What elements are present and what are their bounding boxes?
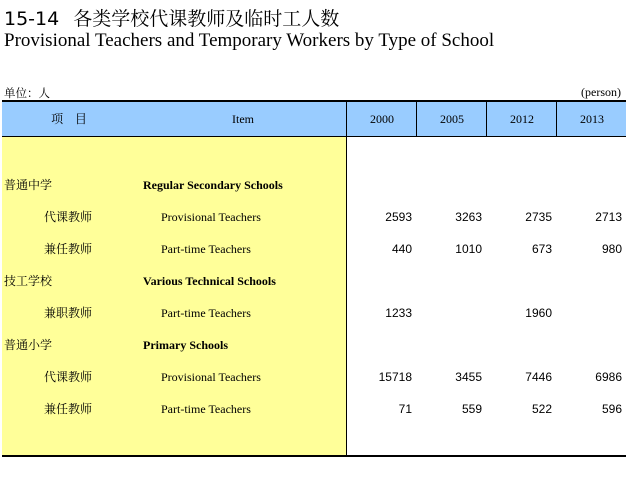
table-title-cn-text: 各类学校代课教师及临时工人数	[73, 8, 340, 30]
unit-label-cn: 单位：人	[4, 86, 50, 100]
header-year-2012: 2012	[486, 102, 557, 136]
row-label-cn: 代课教师	[44, 370, 93, 384]
row-label-en: Part-time Teachers	[161, 306, 251, 320]
row-label-cn: 普通小学	[4, 338, 53, 352]
value-cell-2013: 6986	[595, 370, 622, 384]
table-row	[0, 201, 627, 233]
value-cell-2005: 3263	[455, 210, 482, 224]
row-label-cn: 代课教师	[44, 210, 93, 224]
value-cell-2012: 522	[531, 402, 552, 416]
row-label-en: Various Technical Schools	[143, 274, 276, 288]
unit-label-en: (person)	[581, 85, 621, 99]
row-label-cn: 技工学校	[4, 274, 53, 288]
table-number: 15-14	[4, 8, 60, 30]
table-title-en: Provisional Teachers and Temporary Workers by Type of School	[4, 30, 495, 51]
header-year-2000: 2000	[346, 102, 417, 136]
value-cell-2005: 559	[461, 402, 482, 416]
value-cell-2013: 2713	[595, 210, 622, 224]
value-cell-2013: 596	[601, 402, 622, 416]
value-cell-2012: 7446	[525, 370, 552, 384]
row-label-cn: 普通中学	[4, 178, 53, 192]
row-label-cn: 兼职教师	[44, 306, 93, 320]
value-cell-2000: 440	[391, 242, 412, 256]
table-row	[0, 361, 627, 393]
header-item-en: Item	[232, 112, 254, 126]
row-label-en: Provisional Teachers	[161, 370, 261, 384]
value-cell-2012: 673	[531, 242, 552, 256]
value-cell-2000: 2593	[385, 210, 412, 224]
table-title-cn	[4, 4, 339, 31]
value-cell-2000: 15718	[378, 370, 412, 384]
header-year-2005: 2005	[416, 102, 487, 136]
row-label-en: Primary Schools	[143, 338, 228, 352]
value-cell-2005: 1010	[455, 242, 482, 256]
value-cell-2013: 980	[601, 242, 622, 256]
table-row	[0, 297, 627, 329]
row-label-en: Provisional Teachers	[161, 210, 261, 224]
category-row	[0, 169, 627, 201]
row-label-en: Part-time Teachers	[161, 242, 251, 256]
table-bottom-rule	[2, 455, 626, 457]
value-cell-2012: 1960	[525, 306, 552, 320]
value-cell-2005: 3455	[455, 370, 482, 384]
row-label-en: Part-time Teachers	[161, 402, 251, 416]
value-cell-2012: 2735	[525, 210, 552, 224]
row-label-cn: 兼任教师	[44, 242, 93, 256]
table-row	[0, 233, 627, 265]
row-label-cn: 兼任教师	[44, 402, 93, 416]
value-cell-2000: 71	[398, 402, 412, 416]
header-year-2013: 2013	[556, 102, 627, 136]
value-cell-2000: 1233	[385, 306, 412, 320]
table-row	[0, 393, 627, 425]
row-label-en: Regular Secondary Schools	[143, 178, 283, 192]
category-row	[0, 265, 627, 297]
header-item-cn: 项 目	[51, 112, 91, 126]
category-row	[0, 329, 627, 361]
table-header	[2, 102, 626, 137]
